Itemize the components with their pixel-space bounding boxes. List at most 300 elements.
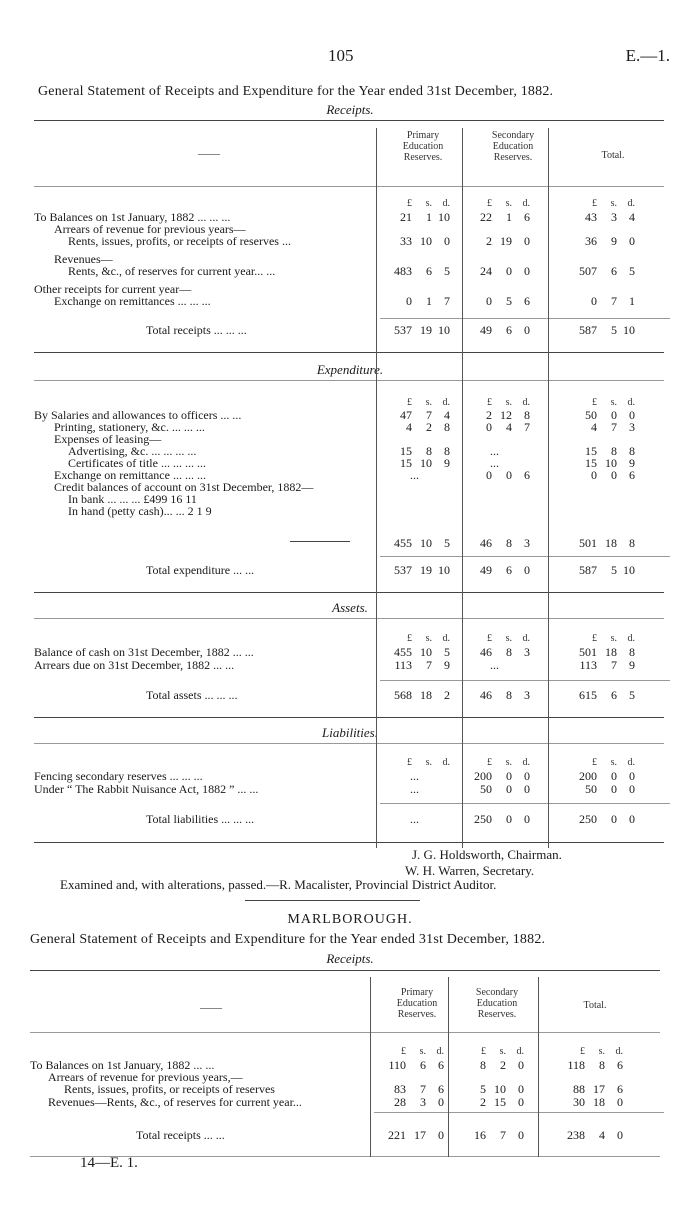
receipts_rows-total-shillings: 3 <box>611 210 617 224</box>
currency-secondary-unit: s. <box>505 397 512 408</box>
exp_rows-primary-pence: 8 <box>444 420 450 434</box>
total-assets-label: Total assets ... ... ... <box>146 688 238 702</box>
total-receipts-primary-pence: 10 <box>438 323 450 337</box>
receipts_rows-secondary <box>454 1058 524 1073</box>
empty-cell: ... <box>410 769 419 783</box>
liab_rows-total-pounds: 50 <box>585 782 597 796</box>
currency-total-unit: d. <box>627 198 635 209</box>
credit-total-secondary <box>460 536 530 551</box>
receipts-heading: Receipts. <box>326 102 374 117</box>
receipts_rows-total-pence: 1 <box>629 294 635 308</box>
total-receipts-2-total-shillings: 4 <box>599 1128 605 1142</box>
subtotal-rule <box>380 318 670 319</box>
exp_rows-total-pounds: 4 <box>591 420 597 434</box>
total-receipts-secondary <box>460 323 530 338</box>
empty-cell: ... <box>490 658 499 672</box>
receipts_rows-secondary-pounds: 2 <box>480 1095 486 1109</box>
receipts_rows-primary-pence: 6 <box>438 1058 444 1072</box>
column-divider <box>548 128 549 848</box>
total-liab-secondary-pounds: 250 <box>474 812 492 826</box>
currency-secondary <box>460 198 530 209</box>
receipts_rows-secondary-pence: 0 <box>518 1082 524 1096</box>
assets_rows-total-shillings: 7 <box>611 658 617 672</box>
currency-secondary <box>454 1046 524 1057</box>
currency-total-unit: s. <box>610 633 617 644</box>
col-primary-header-2: Primary <box>400 987 434 998</box>
currency-total-unit: £ <box>580 1046 585 1057</box>
receipts_rows-primary-shillings: 6 <box>426 264 432 278</box>
assets_rows-primary-shillings: 7 <box>426 658 432 672</box>
receipts_rows-secondary-shillings: 1 <box>506 210 512 224</box>
total-receipts-primary-shillings: 19 <box>420 323 432 337</box>
liab_rows-total-pence: 0 <box>629 769 635 783</box>
exp_rows-secondary-pence: 6 <box>524 468 530 482</box>
liab_rows-total-pence: 0 <box>629 782 635 796</box>
receipts_rows-secondary-pounds: 24 <box>480 264 492 278</box>
exp_rows-total-pounds: 50 <box>585 408 597 422</box>
receipts_rows-total <box>565 294 635 309</box>
receipts_rows-secondary-shillings: 5 <box>506 294 512 308</box>
rule <box>34 592 664 593</box>
exp_rows-total-shillings: 8 <box>611 444 617 458</box>
rule <box>30 970 660 971</box>
receipts_rows-primary-pounds: 21 <box>400 210 412 224</box>
currency-total-unit: £ <box>592 198 597 209</box>
currency-total <box>565 397 635 408</box>
assets_rows-total-pounds: 113 <box>579 658 597 672</box>
assets-heading: Assets. <box>332 600 368 615</box>
header-dash: —— <box>198 148 220 160</box>
receipts_rows-secondary-shillings: 15 <box>494 1095 506 1109</box>
total-exp-total <box>565 563 635 578</box>
section-divider <box>245 900 420 901</box>
col-total-header-2: Total. <box>583 1000 607 1011</box>
exp_rows-secondary <box>460 420 530 435</box>
total-assets-primary-pounds: 568 <box>394 688 412 702</box>
total-receipts-total <box>565 323 635 338</box>
col-primary-header: Education <box>402 141 444 152</box>
receipts_rows-secondary-pence: 6 <box>524 210 530 224</box>
currency-total-unit: s. <box>598 1046 605 1057</box>
receipts_rows-label: Exchange on remittances ... ... ... <box>54 294 211 308</box>
column-divider <box>448 977 449 1157</box>
receipts_rows-total-pounds: 43 <box>585 210 597 224</box>
liab_rows-secondary-pounds: 50 <box>480 782 492 796</box>
total-liab-total-pence: 0 <box>629 812 635 826</box>
subtotal-rule <box>380 680 670 681</box>
signature-secretary: W. H. Warren, Secretary. <box>405 863 535 878</box>
receipts_rows-total-pounds: 507 <box>579 264 597 278</box>
assets_rows-secondary-pence: 3 <box>524 645 530 659</box>
total-receipts-2-secondary-pounds: 16 <box>474 1128 486 1142</box>
currency-secondary <box>460 397 530 408</box>
receipts_rows-primary-pounds: 28 <box>394 1095 406 1109</box>
total-assets-secondary-shillings: 8 <box>506 688 512 702</box>
col-primary-header-2: Education <box>396 998 438 1009</box>
receipts_rows-total-shillings: 8 <box>599 1058 605 1072</box>
exp_rows-label: Exchange on remittance ... ... ... <box>54 468 206 482</box>
currency-secondary-unit: s. <box>505 198 512 209</box>
receipts_rows-total <box>565 234 635 249</box>
receipts_rows-primary <box>380 210 450 225</box>
liab_rows-secondary-shillings: 0 <box>506 769 512 783</box>
liabilities-heading: Liabilities. <box>322 725 378 740</box>
expenditure-heading: Expenditure. <box>316 362 384 377</box>
total-exp-secondary-pounds: 49 <box>480 563 492 577</box>
exp_rows-total-shillings: 0 <box>611 468 617 482</box>
total-liab-secondary-shillings: 0 <box>506 812 512 826</box>
receipts_rows-total-pounds: 30 <box>573 1095 585 1109</box>
receipts_rows-total-pence: 0 <box>629 234 635 248</box>
exp_rows-label: By Salaries and allowances to officers ... ... <box>34 408 242 422</box>
credit-total-total-shillings: 18 <box>605 536 617 550</box>
receipts_rows-secondary <box>460 264 530 279</box>
total-exp-total-shillings: 5 <box>611 563 617 577</box>
col-primary-header: Reserves. <box>403 152 443 163</box>
total-receipts-2-primary-pence: 0 <box>438 1128 444 1142</box>
receipts_rows-label: To Balances on 1st January, 1882 ... ... ... <box>34 210 231 224</box>
total-exp-secondary-shillings: 6 <box>506 563 512 577</box>
receipts_rows-secondary-shillings: 10 <box>494 1082 506 1096</box>
auditor-note: Examined and, with alterations, passed.—R. Macalister, Provincial District Auditor. <box>60 877 497 892</box>
exp_rows-secondary-shillings: 0 <box>506 468 512 482</box>
currency-primary-unit: £ <box>407 397 412 408</box>
receipts_rows-secondary-pounds: 22 <box>480 210 492 224</box>
exp_rows-secondary-shillings: 4 <box>506 420 512 434</box>
liab_rows-secondary <box>460 782 530 797</box>
receipts_rows-primary-pence: 6 <box>438 1082 444 1096</box>
credit-total-secondary-pounds: 46 <box>480 536 492 550</box>
currency-primary-unit: s. <box>419 1046 426 1057</box>
statement-title-2: General Statement of Receipts and Expenditure for the Year ended 31st December, 1882. <box>30 932 546 947</box>
exp_rows-total <box>565 420 635 435</box>
currency-primary-unit: d. <box>442 757 450 768</box>
exp_rows-secondary-pounds: 2 <box>486 408 492 422</box>
receipts_rows-secondary-pounds: 5 <box>480 1082 486 1096</box>
rule <box>34 842 664 843</box>
col-secondary-header: Reserves. <box>493 152 533 163</box>
receipts_rows-total <box>553 1058 623 1073</box>
receipts_rows-primary-pounds: 83 <box>394 1082 406 1096</box>
receipts_rows-total-pence: 5 <box>629 264 635 278</box>
header-rule <box>30 1032 660 1033</box>
exp_rows-primary <box>380 420 450 435</box>
currency-primary-unit: s. <box>425 397 432 408</box>
receipts_rows-secondary <box>460 294 530 309</box>
assets_rows-primary-pence: 9 <box>444 658 450 672</box>
currency-primary <box>380 633 450 644</box>
exp_rows-label: Printing, stationery, &c. ... ... ... <box>54 420 205 434</box>
receipts_rows-secondary-pence: 0 <box>518 1058 524 1072</box>
exp_rows-primary-shillings: 7 <box>426 408 432 422</box>
column-divider <box>376 128 377 848</box>
receipts_rows-primary-shillings: 3 <box>420 1095 426 1109</box>
receipts_rows-total-pounds: 0 <box>591 294 597 308</box>
exp_rows-primary-pence: 8 <box>444 444 450 458</box>
exp_rows-total <box>565 468 635 483</box>
receipts_rows-total <box>553 1095 623 1110</box>
currency-total-unit: d. <box>627 633 635 644</box>
receipts_rows-primary-pounds: 483 <box>394 264 412 278</box>
receipts_rows-primary <box>374 1095 444 1110</box>
total-receipts-2-primary-pounds: 221 <box>388 1128 406 1142</box>
total-liab-secondary <box>460 812 530 827</box>
receipts_rows-primary-pence: 7 <box>444 294 450 308</box>
receipts_rows-primary-shillings: 7 <box>420 1082 426 1096</box>
receipts_rows-primary-pounds: 33 <box>400 234 412 248</box>
receipts_rows-label: Revenues— <box>54 252 113 266</box>
currency-primary <box>380 198 450 209</box>
receipts_rows-secondary-shillings: 2 <box>500 1058 506 1072</box>
total-assets-secondary <box>460 688 530 703</box>
receipts_rows-secondary-pence: 6 <box>524 294 530 308</box>
currency-secondary-unit: £ <box>481 1046 486 1057</box>
currency-secondary-unit: d. <box>516 1046 524 1057</box>
currency-total <box>565 198 635 209</box>
column-divider <box>370 977 371 1157</box>
assets_rows-secondary-pounds: 46 <box>480 645 492 659</box>
receipts_rows-primary-pence: 0 <box>438 1095 444 1109</box>
currency-total-unit: s. <box>610 198 617 209</box>
total-receipts-total-shillings: 5 <box>611 323 617 337</box>
exp_rows-label: Expenses of leasing— <box>54 432 162 446</box>
receipts_rows-label: Revenues—Rents, &c., of reserves for current year... <box>48 1095 302 1109</box>
exp_rows-total-pence: 6 <box>629 468 635 482</box>
total-liab-total-shillings: 0 <box>611 812 617 826</box>
sum-rule <box>290 541 350 542</box>
currency-total <box>565 757 635 768</box>
currency-secondary-unit: d. <box>522 757 530 768</box>
receipts_rows-total-shillings: 18 <box>593 1095 605 1109</box>
currency-primary-unit: d. <box>442 397 450 408</box>
total-assets-primary-pence: 2 <box>444 688 450 702</box>
receipts_rows-label: Arrears of revenue for previous years,— <box>48 1070 243 1084</box>
assets_rows-primary-pounds: 455 <box>394 645 412 659</box>
receipts_rows-total-shillings: 7 <box>611 294 617 308</box>
rule <box>34 352 664 353</box>
receipts_rows-secondary-pounds: 0 <box>486 294 492 308</box>
receipts_rows-total-pence: 6 <box>617 1058 623 1072</box>
receipts_rows-primary-shillings: 10 <box>420 234 432 248</box>
currency-secondary-unit: s. <box>505 633 512 644</box>
currency-secondary-unit: s. <box>499 1046 506 1057</box>
exp_rows-secondary-pounds: 0 <box>486 420 492 434</box>
receipts_rows-total-pence: 6 <box>617 1082 623 1096</box>
assets_rows-primary-pounds: 113 <box>394 658 412 672</box>
currency-primary-unit: £ <box>407 757 412 768</box>
exp_rows-primary-shillings: 8 <box>426 444 432 458</box>
currency-total-unit: d. <box>627 757 635 768</box>
receipts_rows-primary-pounds: 0 <box>406 294 412 308</box>
total-exp-primary-shillings: 19 <box>420 563 432 577</box>
liab_rows-secondary-shillings: 0 <box>506 782 512 796</box>
exp_rows-label: Advertising, &c. ... ... ... ... <box>68 444 197 458</box>
total-receipts-primary-pounds: 537 <box>394 323 412 337</box>
exp_rows-primary-pounds: 4 <box>406 420 412 434</box>
rule <box>34 380 664 381</box>
receipts_rows-total <box>565 210 635 225</box>
col-secondary-header-2: Education <box>476 998 518 1009</box>
receipts_rows-total-shillings: 9 <box>611 234 617 248</box>
receipts_rows-total-pounds: 118 <box>567 1058 585 1072</box>
total-receipts-2-total-pence: 0 <box>617 1128 623 1142</box>
exp_rows-total-pounds: 15 <box>585 444 597 458</box>
credit-total-secondary-pence: 3 <box>524 536 530 550</box>
total-liab-total-pounds: 250 <box>579 812 597 826</box>
receipts_rows-total <box>565 264 635 279</box>
statement-title: General Statement of Receipts and Expenditure for the Year ended 31st December, 1882. <box>38 84 554 99</box>
rule <box>34 717 664 718</box>
exp_rows-total-pounds: 15 <box>585 456 597 470</box>
exp_rows-secondary-shillings: 12 <box>500 408 512 422</box>
assets_rows-primary <box>380 658 450 673</box>
total-receipts-2-primary <box>374 1128 444 1143</box>
receipts_rows-label: Rents, issues, profits, or receipts of reserves <box>64 1082 275 1096</box>
assets_rows-total-shillings: 18 <box>605 645 617 659</box>
total-exp-primary <box>380 563 450 578</box>
signature-chairman: J. G. Holdsworth, Chairman. <box>412 847 562 862</box>
total-receipts-2-total-pounds: 238 <box>567 1128 585 1142</box>
receipts_rows-primary-shillings: 1 <box>426 294 432 308</box>
total-receipts-label-2: Total receipts ... ... <box>136 1128 225 1142</box>
subtotal-rule <box>380 803 670 804</box>
currency-secondary-unit: £ <box>487 633 492 644</box>
header-rule <box>34 186 664 187</box>
rule <box>34 743 664 744</box>
assets_rows-total-pence: 9 <box>629 658 635 672</box>
total-exp-label: Total expenditure ... ... <box>146 563 255 577</box>
total-assets-secondary-pounds: 46 <box>480 688 492 702</box>
liab_rows-total-shillings: 0 <box>611 769 617 783</box>
total-receipts-label: Total receipts ... ... ... <box>146 323 247 337</box>
exp_rows-total-shillings: 10 <box>605 456 617 470</box>
liab_rows-total-shillings: 0 <box>611 782 617 796</box>
currency-primary-unit: £ <box>407 633 412 644</box>
receipts_rows-label: Rents, issues, profits, or receipts of reserves ... <box>68 234 291 248</box>
exp_rows-primary-shillings: 10 <box>420 456 432 470</box>
currency-primary <box>374 1046 444 1057</box>
liab_rows-secondary-pence: 0 <box>524 769 530 783</box>
empty-cell: ... <box>410 782 419 796</box>
exp_rows-label: In hand (petty cash)... ... 2 1 9 <box>68 504 212 518</box>
subtotal-rule <box>374 1112 664 1113</box>
currency-total-unit: £ <box>592 633 597 644</box>
assets_rows-label: Arrears due on 31st December, 1882 ... ... <box>34 658 235 672</box>
credit-total-total-pounds: 501 <box>579 536 597 550</box>
receipts_rows-primary <box>380 234 450 249</box>
currency-secondary <box>460 757 530 768</box>
total-exp-primary-pence: 10 <box>438 563 450 577</box>
receipts_rows-secondary <box>460 210 530 225</box>
receipts_rows-secondary-shillings: 0 <box>506 264 512 278</box>
total-liab-label: Total liabilities ... ... ... <box>146 812 255 826</box>
assets_rows-primary-shillings: 10 <box>420 645 432 659</box>
col-secondary-header-2: Secondary <box>475 987 519 998</box>
currency-primary-unit: s. <box>425 633 432 644</box>
total-assets-primary <box>380 688 450 703</box>
currency-secondary-unit: d. <box>522 633 530 644</box>
total-receipts-total-pence: 10 <box>623 323 635 337</box>
total-exp-total-pounds: 587 <box>579 563 597 577</box>
empty-cell: ... <box>410 468 419 482</box>
receipts_rows-primary-pounds: 110 <box>388 1058 406 1072</box>
currency-primary-unit: d. <box>436 1046 444 1057</box>
rule <box>34 618 664 619</box>
total-exp-primary-pounds: 537 <box>394 563 412 577</box>
credit-total-primary-pounds: 455 <box>394 536 412 550</box>
assets_rows-primary-pence: 5 <box>444 645 450 659</box>
column-divider <box>538 977 539 1157</box>
total-receipts-2-secondary-pence: 0 <box>518 1128 524 1142</box>
assets_rows-total-pence: 8 <box>629 645 635 659</box>
col-secondary-header-2: Reserves. <box>477 1009 517 1020</box>
receipts_rows-label: Other receipts for current year— <box>34 282 192 296</box>
column-divider <box>462 128 463 848</box>
currency-primary-unit: s. <box>425 198 432 209</box>
credit-total-primary-pence: 5 <box>444 536 450 550</box>
currency-primary-unit: d. <box>442 633 450 644</box>
total-assets-total-pounds: 615 <box>579 688 597 702</box>
col-primary-header-2: Reserves. <box>397 1009 437 1020</box>
exp_rows-total-pence: 3 <box>629 420 635 434</box>
receipts_rows-primary-shillings: 6 <box>420 1058 426 1072</box>
header-dash-2: —— <box>200 1002 222 1014</box>
exp_rows-secondary-pence: 7 <box>524 420 530 434</box>
currency-total <box>553 1046 623 1057</box>
assets_rows-label: Balance of cash on 31st December, 1882 ... ... <box>34 645 254 659</box>
receipts-heading-2: Receipts. <box>326 951 374 966</box>
receipts_rows-secondary-pence: 0 <box>518 1095 524 1109</box>
receipts_rows-secondary <box>454 1095 524 1110</box>
currency-total-unit: d. <box>627 397 635 408</box>
receipts_rows-label: Arrears of revenue for previous years— <box>54 222 246 236</box>
receipts_rows-primary-shillings: 1 <box>426 210 432 224</box>
exp_rows-secondary-pounds: 0 <box>486 468 492 482</box>
receipts_rows-label: To Balances on 1st January, 1882 ... ... <box>30 1058 215 1072</box>
total-receipts-2-total <box>553 1128 623 1143</box>
currency-total-unit: £ <box>592 757 597 768</box>
subtotal-rule <box>380 556 670 557</box>
receipts_rows-label: Rents, &c., of reserves for current year... ... <box>68 264 276 278</box>
col-secondary-header: Education <box>492 141 534 152</box>
total-exp-secondary-pence: 0 <box>524 563 530 577</box>
empty-cell: ... <box>490 456 499 470</box>
liab_rows-secondary-pence: 0 <box>524 782 530 796</box>
receipts_rows-total-pounds: 88 <box>573 1082 585 1096</box>
receipts_rows-secondary-pounds: 2 <box>486 234 492 248</box>
marlborough-heading: MARLBOROUGH. <box>287 912 413 927</box>
total-exp-secondary <box>460 563 530 578</box>
total-assets-secondary-pence: 3 <box>524 688 530 702</box>
rule <box>34 120 664 121</box>
receipts_rows-total-shillings: 6 <box>611 264 617 278</box>
currency-primary-unit: £ <box>401 1046 406 1057</box>
exp_rows-label: Certificates of title ... ... ... ... <box>68 456 206 470</box>
col-secondary-header: Secondary <box>491 130 535 141</box>
page-number: 105 <box>328 46 354 65</box>
receipts_rows-secondary <box>460 234 530 249</box>
currency-total-unit: d. <box>615 1046 623 1057</box>
assets_rows-total-pounds: 501 <box>579 645 597 659</box>
receipts_rows-secondary-pence: 0 <box>524 234 530 248</box>
receipts_rows-secondary-shillings: 19 <box>500 234 512 248</box>
receipts_rows-secondary-pounds: 8 <box>480 1058 486 1072</box>
receipts_rows-total-pounds: 36 <box>585 234 597 248</box>
currency-total-unit: s. <box>610 397 617 408</box>
credit-total-total <box>565 536 635 551</box>
total-receipts-secondary-pence: 0 <box>524 323 530 337</box>
currency-primary <box>380 757 450 768</box>
